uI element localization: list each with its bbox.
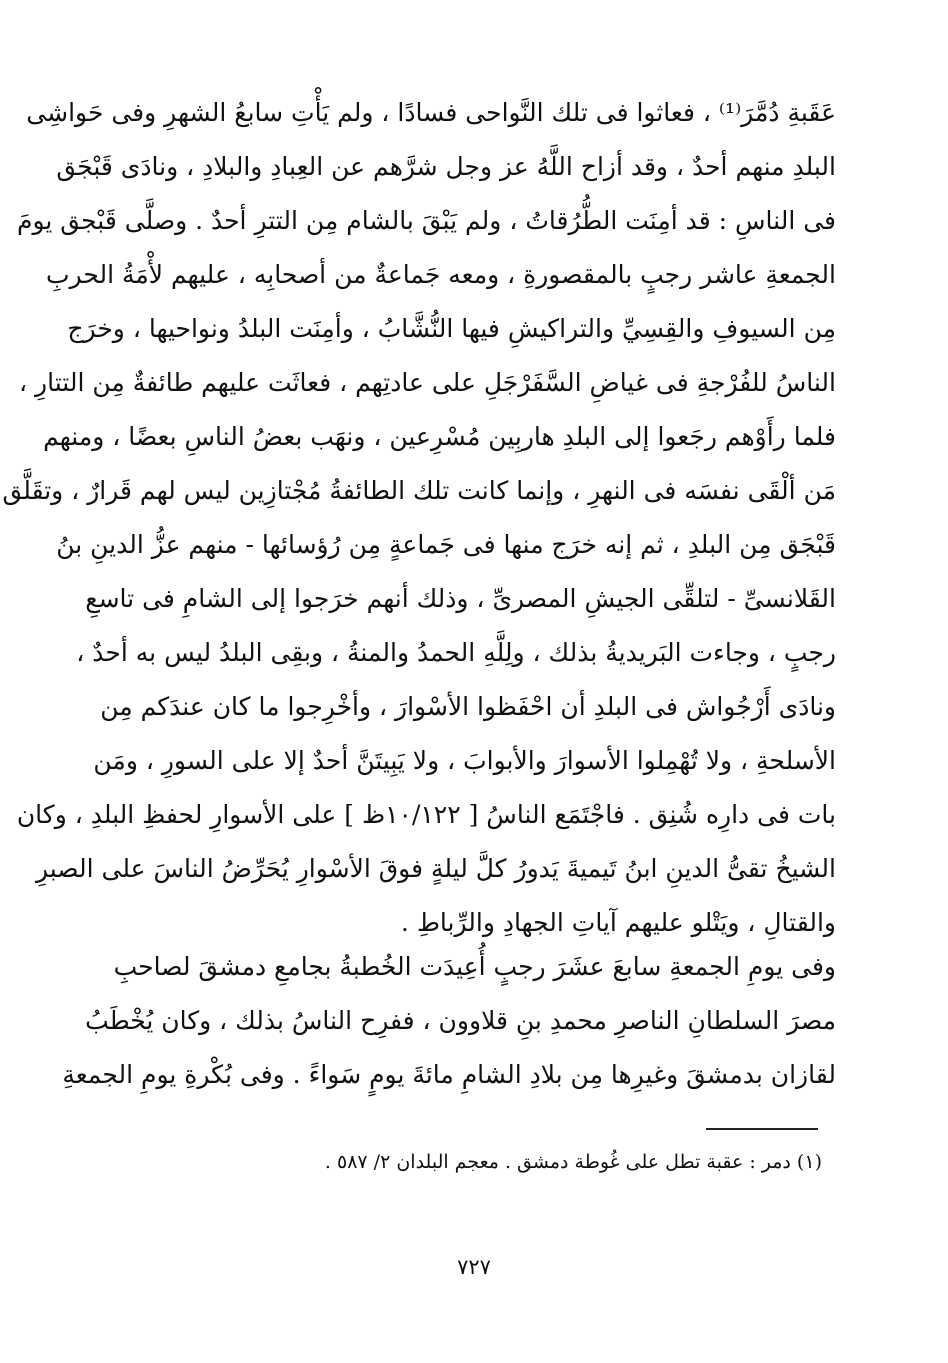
text-line: وفى يومِ الجمعةِ سابعَ عشَرَ رجبٍ أُعِيدَت الخُطبةُ بجامعِ دمشقَ لصاحبِ	[113, 952, 836, 981]
text-line: رجبٍ ، وجاءت البَريديةُ بذلك ، ولِلَّهِ الحمدُ والمنةُ ، وبقِى البلدُ ليس به أحدٌ ،	[76, 638, 836, 667]
text-line: قَبْجَق مِن البلدِ ، ثم إنه خرَج منها فى جَماعةٍ مِن رُؤسائها - منهم عزُّ الدينِ بنُ	[56, 530, 836, 559]
text-line: الجمعةِ عاشر رجبٍ بالمقصورةِ ، ومعه جَماعةٌ من أصحابِه ، عليهم لأْمَةُ الحربِ	[46, 260, 836, 289]
text-line: الشيخُ تقىُّ الدينِ ابنُ تَيميةَ يَدورُ كلَّ ليلةٍ فوقَ الأسْوارِ يُحَرِّضُ الناسَ على الصبرِ	[35, 854, 836, 883]
text-line: ونادَى أَرْجُواش فى البلدِ أن احْفَظوا الأسْوارَ ، وأخْرِجوا ما كان عندَكم مِن	[100, 692, 836, 721]
page-number: ٧٢٧	[457, 1255, 491, 1279]
text-line: عَقَبةِ دُمَّرَ⁽¹⁾ ، فعاثوا فى تلك النَّواحى فسادًا ، ولم يَأْتِ سابعُ الشهرِ وفى حَواشِى	[26, 98, 836, 127]
text-line: والقتالِ ، ويَتْلو عليهم آياتِ الجهادِ والرِّباطِ .	[400, 908, 836, 937]
footnote: (١) دمر : عقبة تطل على غُوطة دمشق . معجم البلدان ٢/ ٥٨٧ .	[324, 1151, 822, 1173]
text-line: مَن ألْقَى نفسَه فى النهرِ ، وإنما كانت تلك الطائفةُ مُجْتازِين ليس لهم قَرارٌ ، وتقَلَّق	[2, 476, 836, 505]
footnote-divider	[706, 1128, 818, 1130]
text-line: البلدِ منهم أحدٌ ، وقد أزاح اللَّهُ عز وجل شرَّهم عن العِبادِ والبلادِ ، ونادَى قَبْجَق	[56, 152, 836, 181]
text-line: لقازان بدمشقَ وغيرِها مِن بلادِ الشامِ مائةَ يومٍ سَواءً . وفى بُكْرةِ يومِ الجمعةِ	[62, 1060, 836, 1089]
text-line: فى الناسِ : قد أمِنَت الطُّرُقاتُ ، ولم يَبْقَ بالشام مِن التترِ أحدٌ . وصلَّى قَبْجق يومَ	[17, 206, 836, 235]
text-line: القَلانسىِّ - لتلقِّى الجيشِ المصرىِّ ، وذلك أنهم خرَجوا إلى الشامِ فى تاسعِ	[85, 584, 836, 613]
text-line: الأسلحةِ ، ولا تُهْمِلوا الأسوارَ والأبوابَ ، ولا يَبِيتَنَّ أحدٌ إلا على السورِ ، ومَن	[93, 746, 836, 775]
body-paragraph-2	[62, 940, 836, 1102]
text-line: مِن السيوفِ والقِسِيِّ والتراكيشِ فيها النُّشَّابُ ، وأمِنَت البلدُ ونواحيها ، وخرَج	[67, 314, 836, 343]
text-line: بات فى دارِه شُنِق . فاجْتَمَع الناسُ [ ١٠/١٢٢ظ ] على الأسوارِ لحفظِ البلدِ ، وكان	[16, 800, 836, 829]
body-paragraph-1	[2, 86, 836, 950]
text-line: مصرَ السلطانِ الناصرِ محمدِ بنِ قلاوون ، ففرِح الناسُ بذلك ، وكان يُخْطَبُ	[85, 1006, 836, 1035]
text-line: فلما رأَوْهم رجَعوا إلى البلدِ هاربِين مُسْرِعين ، ونهَب بعضُ الناسِ بعضًا ، ومنهم	[43, 422, 836, 451]
text-line: الناسُ للفُرْجةِ فى غياضِ السَّفَرْجَلِ على عادتِهم ، فعاثَت عليهم طائفةٌ مِن التتارِ ،	[19, 368, 836, 397]
